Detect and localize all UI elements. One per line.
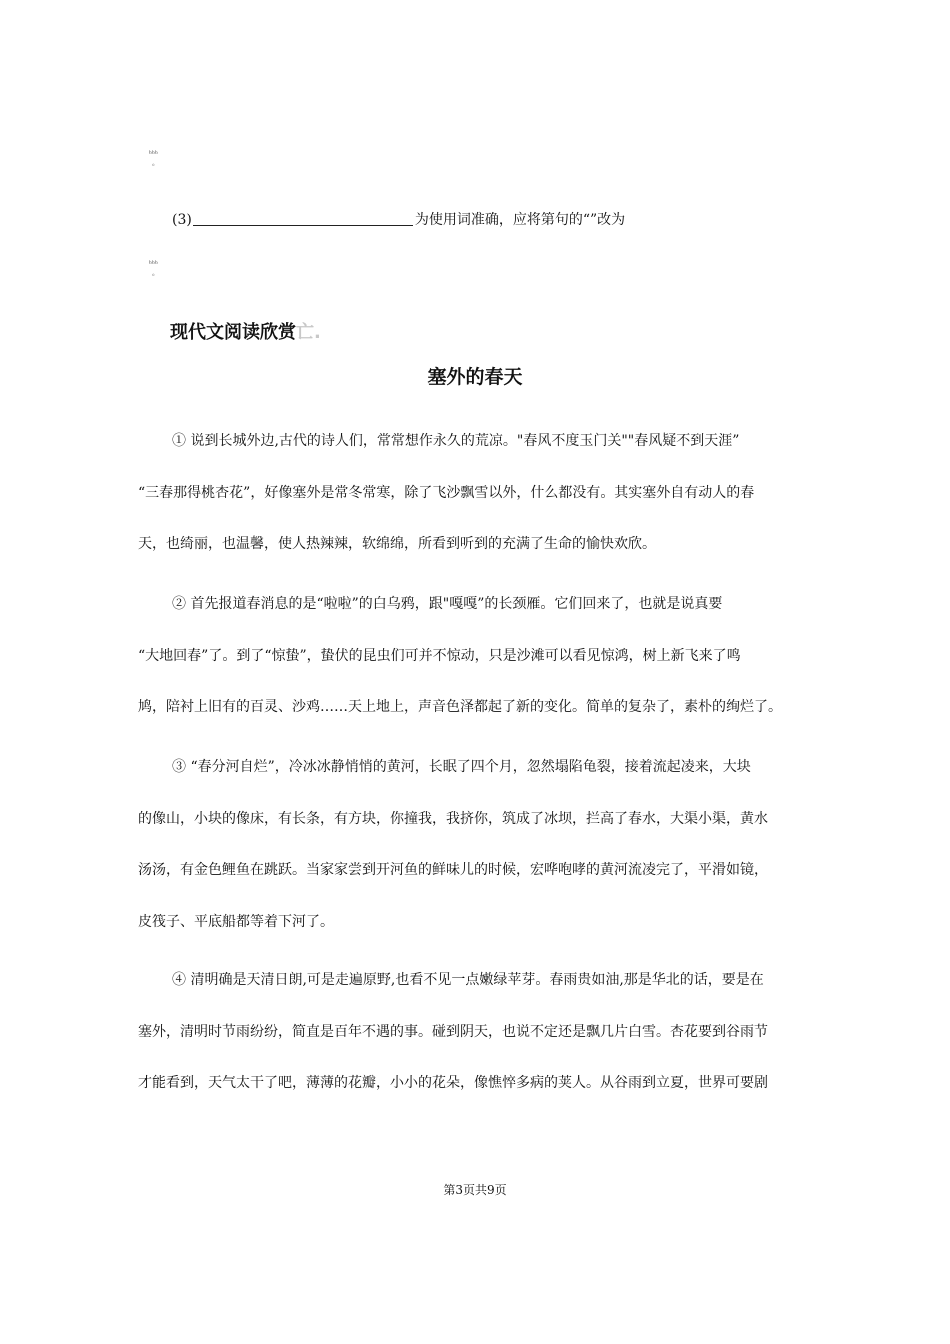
question-3 [172, 210, 625, 230]
paragraph-2-line-1: ② 首先报道春消息的是“啦啦”的白乌鸦，跟"嘎嘎”的长颈雁。它们回来了，也就是说真要 [172, 596, 723, 612]
paragraph-4-line-3: 才能看到，天气太干了吧，薄薄的花瓣，小小的花朵，像憔悴多病的荚人。从谷雨到立夏，世界可要剧 [138, 1075, 768, 1091]
paragraph-1-line-3: 天，也绮丽，也温馨，使人热辣辣，软绵绵，所看到听到的充满了生命的愉快欢欣。 [138, 536, 656, 552]
mark-period: 。 [152, 159, 159, 167]
section-heading [170, 321, 321, 345]
paragraph-3-line-3: 汤汤，有金色鲤鱼在跳跃。当家家尝到开河鱼的鲜味儿的时候，宏哗咆哮的黄河流凌完了，平滑如镜， [138, 862, 768, 878]
paragraph-1-line-1: ① 说到长城外边,古代的诗人们，常常想作永久的荒凉。"春风不度玉门关""春风疑不到天涯” [172, 433, 740, 449]
paragraph-3-line-1: ③ “春分河自烂”，冷冰冰静悄悄的黄河，长眠了四个月，忽然塌陷龟裂，接着流起凌来，大块 [172, 759, 751, 775]
mark-glyph: ʰʰʰ [149, 150, 159, 158]
answer-blank[interactable] [193, 211, 413, 226]
paragraph-3-line-2: 的像山，小块的像床，有长条，有方块，你撞我，我挤你，筑成了冰坝，拦高了春水，大渠小渠，黄水 [138, 810, 768, 827]
question-text: 为使用词准确，应将第句的“”改为 [414, 212, 626, 228]
paragraph-4-line-2: 塞外，清明时节雨纷纷，简直是百年不遇的事。碰到阴天，也说不定还是飘几片白雪。杏花要到谷雨节 [138, 1023, 768, 1040]
answer-mark-2 [149, 260, 159, 278]
mark-glyph: ʰʰʰ [149, 260, 159, 268]
section-heading-faint: 亡. [296, 322, 321, 343]
section-heading-text: 现代文阅读欣赏 [170, 322, 296, 343]
paragraph-1-line-2: “三春那得桃杏花”，好像塞外是常冬常寒，除了飞沙飘雪以外，什么都没有。其实塞外自有动人的春 [138, 484, 755, 501]
question-number: (3) [172, 212, 192, 228]
mark-period: 。 [152, 269, 159, 277]
paragraph-3-line-4: 皮筏子、平底船都等着下河了。 [138, 913, 334, 930]
paragraph-2-line-2: “大地回春”了。到了“惊蛰”，蛰伏的昆虫们可并不惊动，只是沙滩可以看见惊鸿，树上新飞来了鸣 [138, 647, 741, 664]
page-footer: 第3页共9页 [443, 1183, 507, 1197]
answer-mark-1 [149, 150, 159, 168]
article-title: 塞外的春天 [427, 366, 523, 388]
paragraph-4-line-1: ④ 清明确是天清日朗,可是走遍原野,也看不见一点嫩绿苹芽。春雨贵如油,那是华北的话，要是在 [172, 972, 764, 988]
paragraph-2-line-3: 鸠，陪衬上旧有的百灵、沙鸡……天上地上，声音色泽都起了新的变化。简单的复杂了，素朴的绚烂了。 [138, 699, 782, 715]
